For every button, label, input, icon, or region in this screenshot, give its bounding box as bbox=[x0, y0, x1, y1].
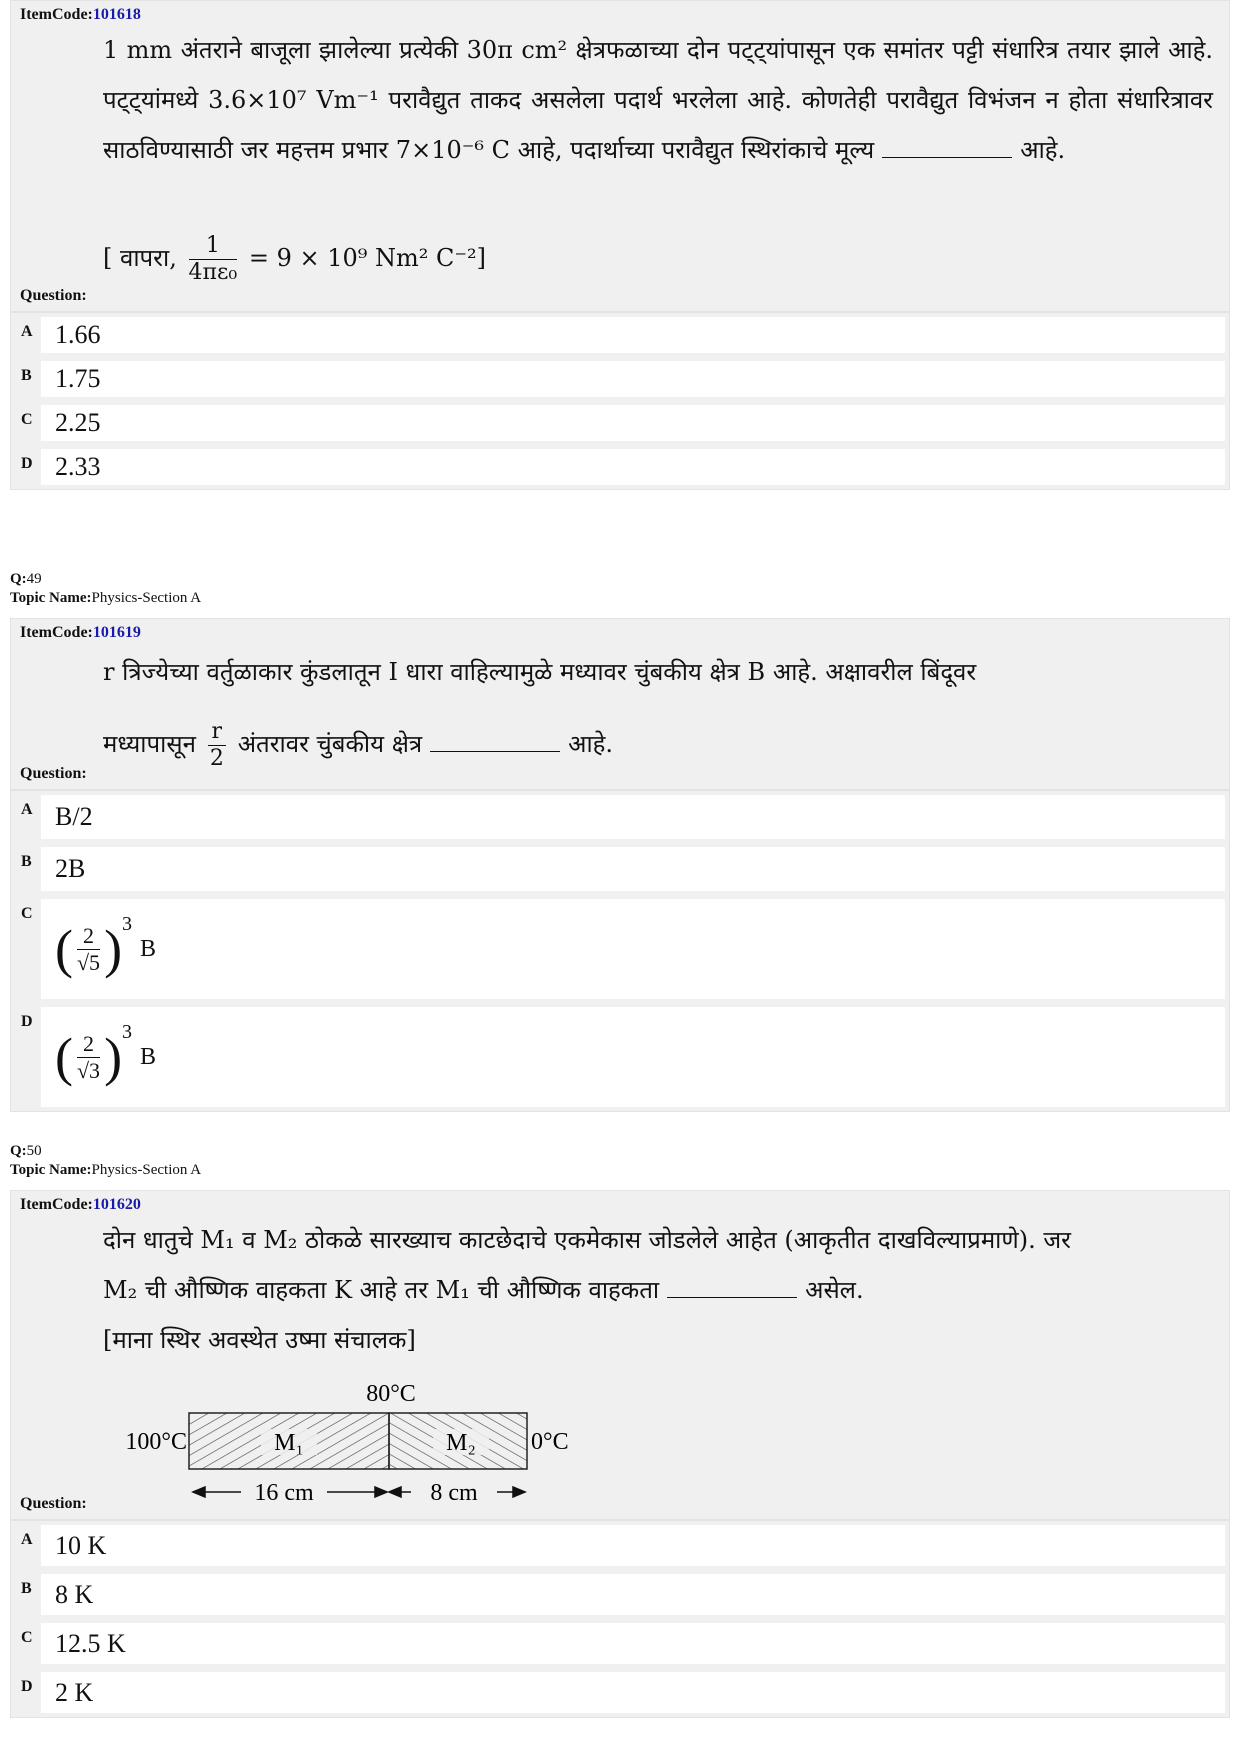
option-a[interactable]: A B/2 bbox=[11, 791, 1229, 843]
options-list bbox=[10, 1520, 1230, 1718]
r-over-2-fraction: $\frac{r}{2}$ bbox=[208, 719, 227, 772]
hint-fraction: $\frac{1}{\text{4πε₀}}$ bbox=[188, 233, 238, 285]
options-list bbox=[10, 312, 1230, 490]
topic-name: Topic Name:Physics-Section A bbox=[10, 590, 202, 606]
option-c[interactable]: C ( $\frac{2}{√5}$ ) $^3$ B bbox=[11, 895, 1229, 1003]
options-list bbox=[10, 790, 1230, 1112]
length-8cm-label: 8 cm bbox=[430, 1480, 478, 1506]
question-number: Q:49 bbox=[10, 571, 42, 587]
question-stem-box bbox=[10, 1190, 1230, 1520]
question-text: 1 mm अंतराने बाजूला झालेल्या प्रत्येकी 30π cm² क्षेत्रफळाच्या दोन पट्ट्यांपासून एक समांतर पट्टी संधारित्र तयार झाले आहे. पट्ट्यांमध्ये 3.6×10⁷ Vm⁻¹ परावैद्युत ताकद असलेला पदार्थ भरलेला आहे. कोणतेही परावैद्युत विभंजन न होता संधारित्रावर साठविण्यासाठी जर महत्तम प्रभार 7×10⁻⁶ C आहे, पदार्थाच्या परावैद्युत स्थिरांकाचे मूल्य आहे. bbox=[103, 36, 1213, 164]
item-code: ItemCode:101619 bbox=[20, 624, 141, 641]
option-b[interactable]: B 2B bbox=[11, 843, 1229, 895]
item-code: ItemCode:101618 bbox=[20, 6, 141, 23]
answer-blank bbox=[667, 1271, 797, 1298]
m2-label: M₂ bbox=[446, 1430, 476, 1456]
question-text: दोन धातुचे M₁ व M₂ ठोकळे सारख्याच काटछेदाचे एकमेकास जोडलेले आहेत (आकृतीत दाखविल्याप्रमाणे). जर M₂ ची औष्णिक वाहकता K आहे तर M₁ ची औष्णिक वाहकता असेल. [माना स्थिर अवस्थेत उष्मा संचालक] bbox=[103, 1226, 1071, 1354]
topic-name: Topic Name:Physics-Section A bbox=[10, 1162, 202, 1178]
question-text: r त्रिज्येच्या वर्तुळाकार कुंडलातून I धारा वाहिल्यामुळे मध्यावर चुंबकीय क्षेत्र B आहे. अक्षावरील बिंदूवर मध्यापासून $\frac{r}{2}$ अंतरावर चुंबकीय क्षेत्र आहे. bbox=[103, 658, 977, 771]
question-number: Q:50 bbox=[10, 1143, 42, 1159]
conduction-figure bbox=[101, 1371, 621, 1511]
option-d[interactable]: D 2.33 bbox=[11, 445, 1229, 489]
hint-formula: [ वापरा, $\frac{1}{\text{4πε₀}}$ = 9 × 10⁹ Nm² C⁻²] bbox=[103, 233, 487, 285]
question-stem-box bbox=[10, 618, 1230, 790]
right-temp-label: 0°C bbox=[531, 1429, 569, 1455]
m1-label: M₁ bbox=[274, 1430, 304, 1456]
option-a[interactable]: A 10 K bbox=[11, 1521, 1229, 1570]
answer-blank bbox=[430, 725, 560, 752]
question-label: Question: bbox=[20, 1495, 87, 1512]
item-code: ItemCode:101620 bbox=[20, 1196, 141, 1213]
question-label: Question: bbox=[20, 765, 87, 782]
question-stem-box bbox=[10, 0, 1230, 312]
option-b[interactable]: B 1.75 bbox=[11, 357, 1229, 401]
option-d[interactable]: D ( $\frac{2}{√3}$ ) $^3$ B bbox=[11, 1003, 1229, 1111]
question-label: Question: bbox=[20, 287, 87, 304]
option-a[interactable]: A 1.66 bbox=[11, 313, 1229, 357]
option-b[interactable]: B 8 K bbox=[11, 1570, 1229, 1619]
answer-blank bbox=[882, 131, 1012, 158]
length-16cm-label: 16 cm bbox=[254, 1480, 314, 1506]
left-temp-label: 100°C bbox=[125, 1429, 187, 1455]
option-d[interactable]: D 2 K bbox=[11, 1668, 1229, 1717]
mid-temp-label: 80°C bbox=[366, 1381, 416, 1407]
option-c[interactable]: C 12.5 K bbox=[11, 1619, 1229, 1668]
option-c[interactable]: C 2.25 bbox=[11, 401, 1229, 445]
